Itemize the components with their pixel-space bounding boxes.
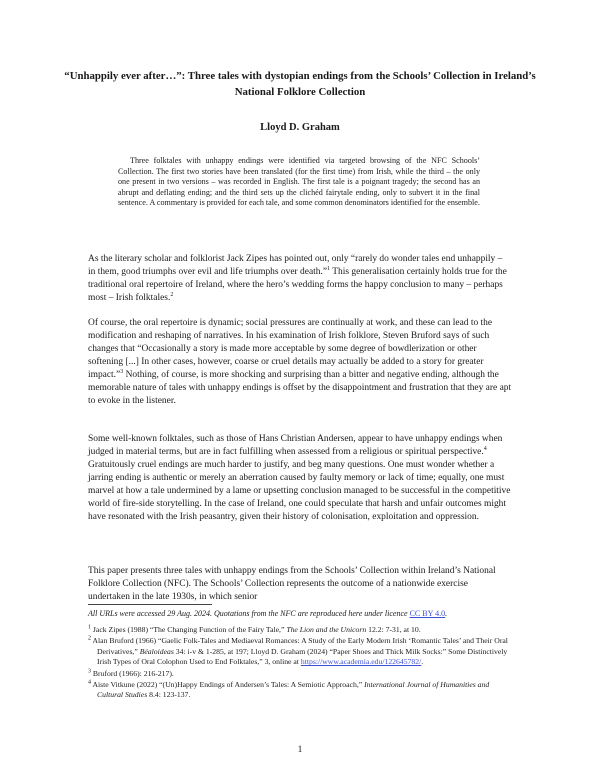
footnote-text: 34: i-v & 1-285, at 197; Lloyd D. Graham (2024) “Paper Shoes and Thick Milk Socks:” Some Distinctively Irish Types of Oral Colophon Used to End Folktales,” 3, online at <box>97 646 508 667</box>
url-access-note <box>88 608 514 619</box>
footnote-text: 12.2: 7-31, at 10. <box>366 625 421 634</box>
journal-title: The Lion and the Unicorn <box>286 625 367 634</box>
footnote-3 <box>88 669 514 679</box>
footnote-text: Alan Bruford (1966) “Gaelic Folk-Tales and Mediaeval Romances: A Study of the Early Modern Irish ‘Romantic Tales’ and Their Oral Derivatives,” <box>91 636 508 656</box>
body-paragraph-4 <box>88 565 512 604</box>
body-paragraph-2 <box>88 317 512 408</box>
url-note-text: All URLs were accessed 29 Aug. 2024. Quotations from the NFC are reproduced here under licence <box>88 609 410 618</box>
footnote-ref-3[interactable]: 3 <box>120 369 124 376</box>
page-number: 1 <box>297 745 303 755</box>
body-paragraph-1 <box>88 253 512 305</box>
footnote-text: Jack Zipes (1988) “The Changing Function of the Fairy Tale,” <box>91 625 287 634</box>
journal-title: International Journal of Humanities and Cultural Studies <box>97 680 490 700</box>
footnote-text: 8.4: 123-137. <box>147 690 191 700</box>
footnote-number: 2 <box>88 635 91 642</box>
footnote-ref-4[interactable]: 4 <box>483 445 487 452</box>
paragraph-text: Gratuitously cruel endings are much harder to justify, and beg many questions. One must wonder whether a jarring ending is authentic or merely an aberration caused by faulty memory or lack of time; equally, one must marvel at how a tale undermined by a lame or upsetting conclusion managed to be successful in the competitive world of fire-side storytelling. In the case of Ireland, one could speculate that harsh and unfair outcomes might have resonated with the Irish peasantry, given their history of colonisation, exploitation and oppression. <box>88 460 511 523</box>
footnote-separator <box>88 604 212 605</box>
footnote-text: Aiste Vitkune (2022) “(Un)Happy Endings of Andersen’s Tales: A Semiotic Approach,” <box>91 680 365 690</box>
paper-title: “Unhappily ever after…”: Three tales with dystopian endings from the Schools’ Collection in Ireland’s National Folklore Collection <box>64 70 536 98</box>
license-link[interactable]: CC BY 4.0 <box>409 609 446 618</box>
paragraph-text: As the literary scholar and folklorist Jack Zipes has pointed out, only “rarely do wonder tales end unhappily – in them, good triumphs over evil and life triumphs over death.” <box>88 254 503 278</box>
footnote-number: 4 <box>88 679 91 686</box>
journal-title: Béaloideas <box>139 646 174 656</box>
academia-link[interactable]: https://www.academia.edu/122645782/ <box>300 657 422 667</box>
footnote-ref-1[interactable]: 1 <box>327 265 331 272</box>
url-note-end: . <box>445 609 448 618</box>
footnote-text: Bruford (1966): 216-217). <box>91 668 174 678</box>
footnote-4 <box>88 680 514 701</box>
paragraph-text: Of course, the oral repertoire is dynamic; social pressures are continually at work, and these can lead to the modification and reshaping of narratives. In his examination of Irish folklore, Steven Bruford says of such changes that “Occasionally a story is made more acceptable by some degree of bowdlerization or other softening [...] In other cases, however, coarse or cruel details may actually be added to a story for greater impact.” <box>88 318 493 381</box>
paragraph-text: Some well-known folktales, such as those of Hans Christian Andersen, appear to have unhappy endings when judged in material terms, but are in fact fulfilling when assessed from a religious or spiritual perspective. <box>88 434 503 458</box>
paragraph-text: This paper presents three tales with unhappy endings from the Schools’ Collection within Ireland’s National Folklore Collection (NFC). The Schools’ Collection represents the outcome of a nationwide exercise undertaken in the late 1930s, in which senior <box>88 566 496 603</box>
footnotes <box>88 608 514 702</box>
author-name: Lloyd D. Graham <box>260 122 340 133</box>
footnote-2 <box>88 636 514 667</box>
paragraph-text: This generalisation certainly holds true for the traditional oral repertoire of Ireland, where the hero’s wedding forms the happy conclusion to many – perhaps most – Irish folktales. <box>88 267 507 304</box>
abstract: Three folktales with unhappy endings were identified via targeted browsing of the NFC Schools’ Collection. The first two stories have been translated (for the first time) from Irish, while the third – the only one present in two versions – was recorded in English. The first tale is a poignant tragedy; the second has an abrupt and deflating ending; and the third sets up the clichéd fairytale ending, only to subvert it in the final sentence. A commentary is provided for each tale, and some common denominators identified for the ensemble. <box>118 156 480 208</box>
body-paragraph-3 <box>88 433 512 524</box>
footnote-end: . <box>421 657 424 667</box>
paragraph-text: Nothing, of course, is more shocking and surprising than a bitter and negative ending, although the memorable nature of tales with unhappy endings is offset by the disappointment and frustration that they are apt to evoke in the listener. <box>88 370 512 407</box>
footnote-ref-2[interactable]: 2 <box>170 292 174 298</box>
footnote-1 <box>88 625 514 635</box>
footnote-number: 1 <box>88 624 91 631</box>
footnote-number: 3 <box>88 668 91 675</box>
